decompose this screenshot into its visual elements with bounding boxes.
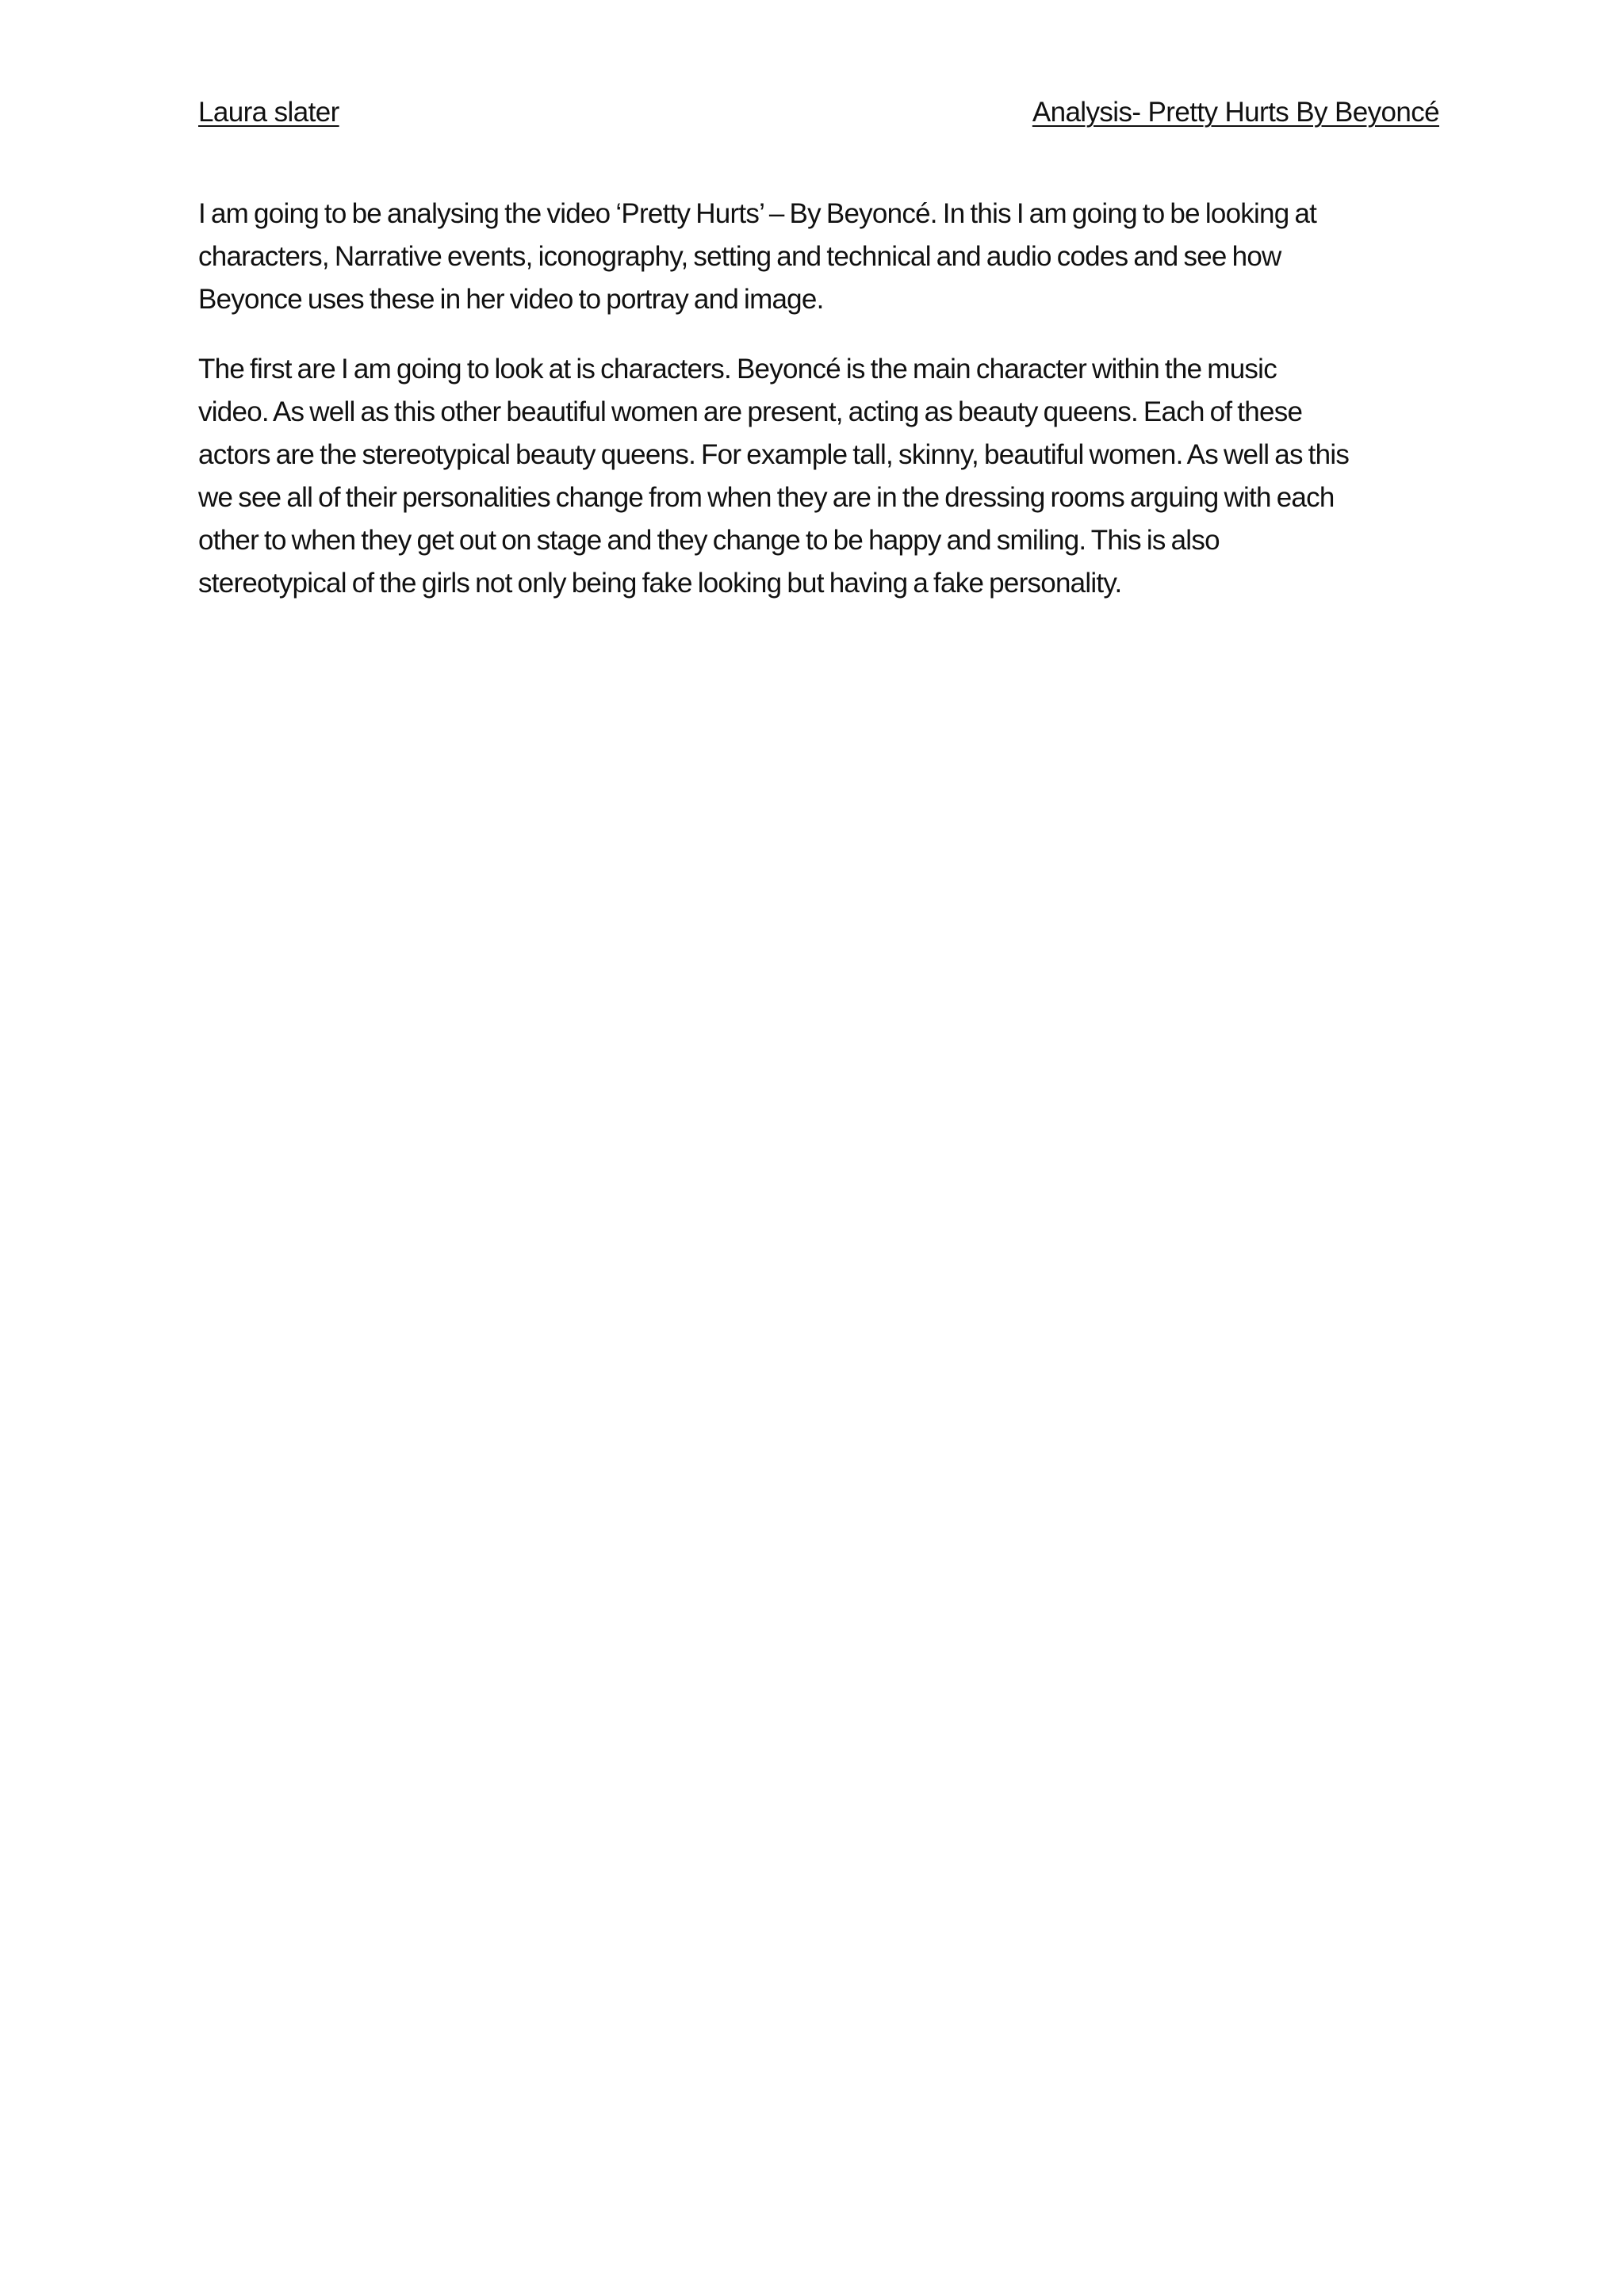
text-line: Beyonce uses these in her video to portray and image.	[198, 284, 824, 315]
text-line: I am going to be analysing the video ‘Pretty Hurts’ – By Beyoncé. In this I am going to be looking at	[198, 198, 1317, 229]
text-line: stereotypical of the girls not only being fake looking but having a fake personality.	[198, 568, 1122, 599]
text-line: characters, Narrative events, iconography, setting and technical and audio codes and see how	[198, 241, 1281, 272]
text-line: The first are I am going to look at is characters. Beyoncé is the main character within the music	[198, 354, 1277, 385]
paragraph-intro	[198, 193, 1443, 321]
page-header	[198, 94, 1439, 132]
document-body	[198, 193, 1443, 632]
paragraph-characters	[198, 348, 1443, 605]
text-line: actors are the stereotypical beauty queens. For example tall, skinny, beautiful women. As well as this	[198, 439, 1350, 470]
text-line: other to when they get out on stage and they change to be happy and smiling. This is also	[198, 525, 1220, 556]
text-line: video. As well as this other beautiful women are present, acting as beauty queens. Each of these	[198, 396, 1303, 427]
text-line: we see all of their personalities change from when they are in the dressing rooms arguing with each	[198, 482, 1335, 513]
document-title: Analysis- Pretty Hurts By Beyoncé	[1032, 97, 1439, 128]
author-name: Laura slater	[198, 97, 339, 128]
